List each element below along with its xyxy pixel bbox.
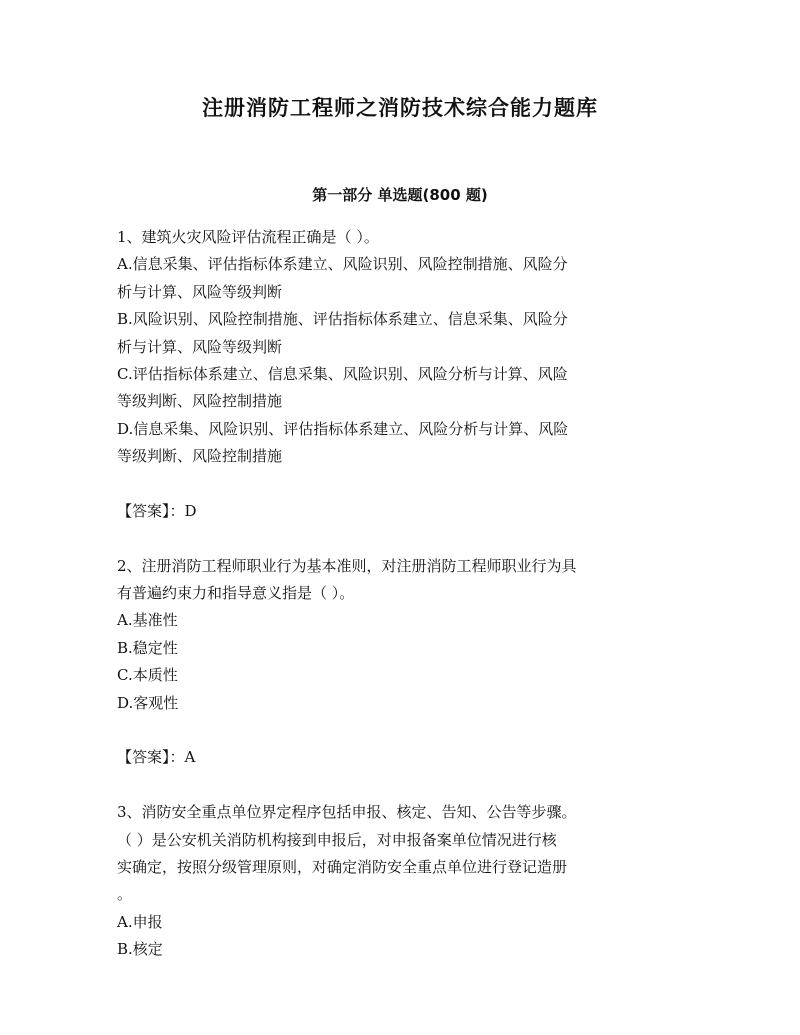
question-stem: 。 <box>117 885 133 904</box>
answer-line: 【答案】：A <box>117 748 196 767</box>
option-a: A.申报 <box>117 912 163 931</box>
section-heading: 第一部分 单选题(800 题) <box>312 186 488 204</box>
option-text: D.信息采集、风险识别、评估指标体系建立、风险分析与计算、风险 <box>117 419 569 438</box>
option-b: B.核定 <box>117 940 163 959</box>
question-stem: 实确定，按照分级管理原则，对确定消防安全重点单位进行登记造册 <box>117 857 568 876</box>
spacer <box>117 717 697 744</box>
spacer <box>117 525 697 552</box>
option-text: 等级判断、风险控制措施 <box>117 392 283 411</box>
option-c: C.本质性 <box>117 666 178 685</box>
option-c <box>117 361 697 416</box>
option-text: A.信息采集、评估指标体系建立、风险识别、风险控制措施、风险分 <box>117 255 568 274</box>
question-1 <box>117 224 697 553</box>
option-text: 等级判断、风险控制措施 <box>117 447 283 466</box>
option-a: A.基准性 <box>117 611 178 630</box>
question-list <box>117 224 697 964</box>
answer-line: 【答案】：D <box>117 501 197 520</box>
option-a <box>117 251 697 306</box>
spacer <box>117 772 697 799</box>
option-text: C.评估指标体系建立、信息采集、风险识别、风险分析与计算、风险 <box>117 364 568 383</box>
question-stem: 有普遍约束力和指导意义指是（ ）。 <box>117 584 355 603</box>
question-3 <box>117 799 697 963</box>
option-b: B.稳定性 <box>117 638 178 657</box>
question-stem: 3、消防安全重点单位界定程序包括申报、核定、告知、公告等步骤。 <box>117 803 577 822</box>
option-text: 析与计算、风险等级判断 <box>117 337 283 356</box>
question-stem: 2、注册消防工程师职业行为基本准则，对注册消防工程师职业行为具 <box>117 556 577 575</box>
option-text: B.风险识别、风险控制措施、评估指标体系建立、信息采集、风险分 <box>117 310 568 329</box>
document-title: 注册消防工程师之消防技术综合能力题库 <box>202 96 598 120</box>
option-d: D.客观性 <box>117 693 179 712</box>
option-b <box>117 306 697 361</box>
question-2 <box>117 553 697 800</box>
spacer <box>117 471 697 498</box>
option-d <box>117 416 697 471</box>
question-stem: （ ）是公安机关消防机构接到申报后，对申报备案单位情况进行核 <box>117 830 557 849</box>
question-stem: 1、建筑火灾风险评估流程正确是（ ）。 <box>117 228 379 246</box>
option-text: 析与计算、风险等级判断 <box>117 282 283 301</box>
